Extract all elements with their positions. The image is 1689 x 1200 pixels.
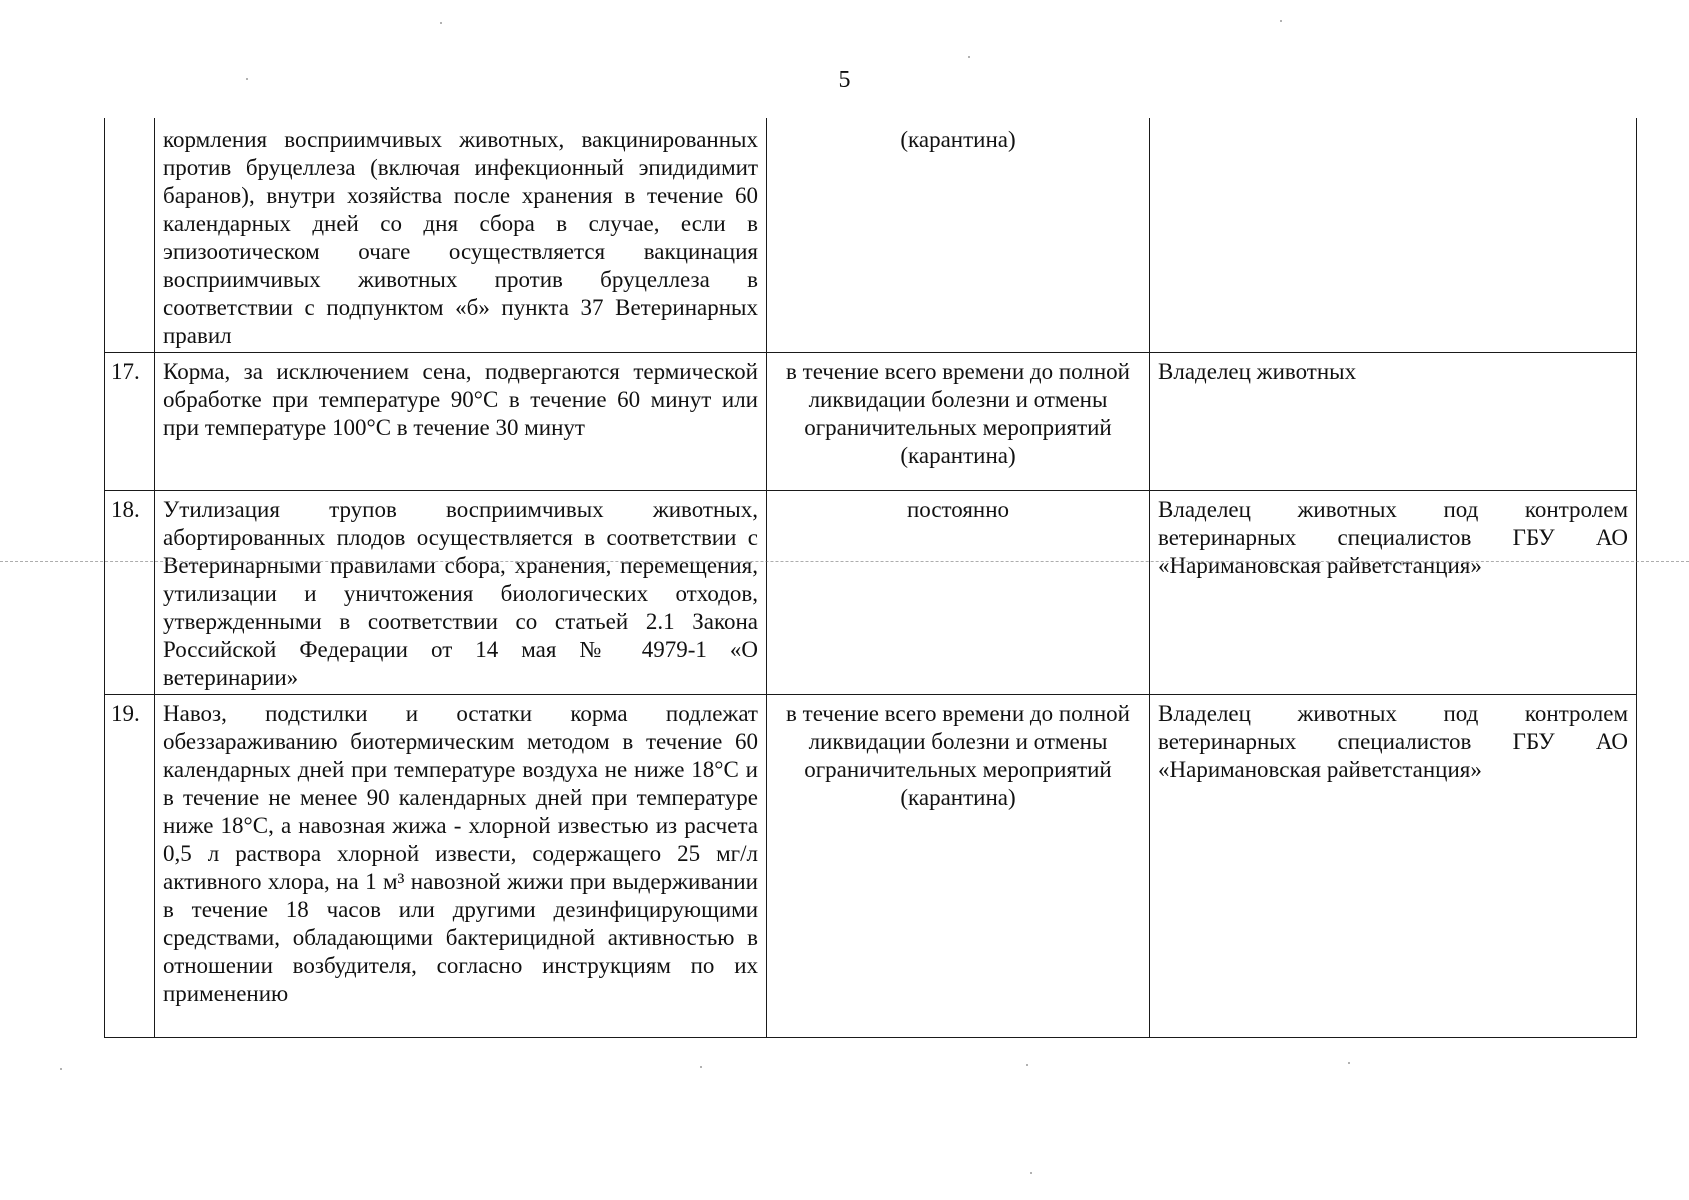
- measure-description: Навоз, подстилки и остатки корма подлежат обеззараживанию биотермическим методом в течение 60 календарных дней при температуре воздуха не ниже 18°С и в течение не менее 90 календарных дней при температуре ниже 18°С, а навозная жижа - хлорной известью из расчета 0,5 л раствора хлорной извести, содержащего 25 мг/л активного хлора, на 1 м³ навозной жижи при выдерживании в течение 18 часов или другими дезинфицирующими средствами, обладающими бактерицидной активностью в отношении возбудителя, согласно инструкциям по их применению: [155, 695, 767, 1038]
- scan-fold-line: [0, 561, 1689, 562]
- measure-period: в течение всего времени до полной ликвидации болезни и отмены ограничительных мероприятий (карантина): [767, 695, 1150, 1038]
- measure-responsible: Владелец животных: [1150, 353, 1637, 491]
- scan-speck: [1280, 20, 1282, 22]
- measure-description: Утилизация трупов восприимчивых животных, абортированных плодов осуществляется в соответствии с Ветеринарными правилами сбора, хранения, перемещения, утилизации и уничтожения биологических отходов, утвержденными в соответствии со статьей 2.1 Закона Российской Федерации от 14 мая № 4979-1 «О ветеринарии»: [155, 491, 767, 695]
- scan-speck: [1348, 1062, 1350, 1064]
- table-row: [105, 491, 1637, 695]
- row-number: 17.: [105, 353, 155, 491]
- measure-responsible: [1150, 118, 1637, 353]
- measure-description: кормления восприимчивых животных, вакцинированных против бруцеллеза (включая инфекционный эпидидимит баранов), внутри хозяйства после хранения в течение 60 календарных дней со дня сбора в случае, если в эпизоотическом очаге осуществляется вакцинация восприимчивых животных против бруцеллеза в соответствии с подпунктом «б» пункта 37 Ветеринарных правил: [155, 118, 767, 353]
- measure-responsible: Владелец животных под контролем ветеринарных специалистов ГБУ АО «Наримановская райветстанция»: [1150, 695, 1637, 1038]
- table-row: [105, 118, 1637, 353]
- measure-period: постоянно: [767, 491, 1150, 695]
- table-row: [105, 353, 1637, 491]
- table-row: [105, 695, 1637, 1038]
- measure-period: в течение всего времени до полной ликвидации болезни и отмены ограничительных мероприятий (карантина): [767, 353, 1150, 491]
- scan-speck: [440, 22, 442, 24]
- measure-period: (карантина): [767, 118, 1150, 353]
- scan-speck: [246, 78, 248, 80]
- row-number: 18.: [105, 491, 155, 695]
- scan-speck: [1026, 1064, 1028, 1066]
- row-number: 19.: [105, 695, 155, 1038]
- scan-speck: [60, 1068, 62, 1070]
- scan-speck: [968, 56, 970, 58]
- row-number: [105, 118, 155, 353]
- measures-table: [104, 118, 1637, 1038]
- measure-description: Корма, за исключением сена, подвергаются термической обработке при температуре 90°С в течение 60 минут или при температуре 100°С в течение 30 минут: [155, 353, 767, 491]
- measure-responsible: Владелец животных под контролем ветеринарных специалистов ГБУ АО «Наримановская райветстанция»: [1150, 491, 1637, 695]
- page-number: 5: [838, 67, 851, 93]
- scan-speck: [1030, 1172, 1032, 1174]
- scan-speck: [700, 1066, 702, 1068]
